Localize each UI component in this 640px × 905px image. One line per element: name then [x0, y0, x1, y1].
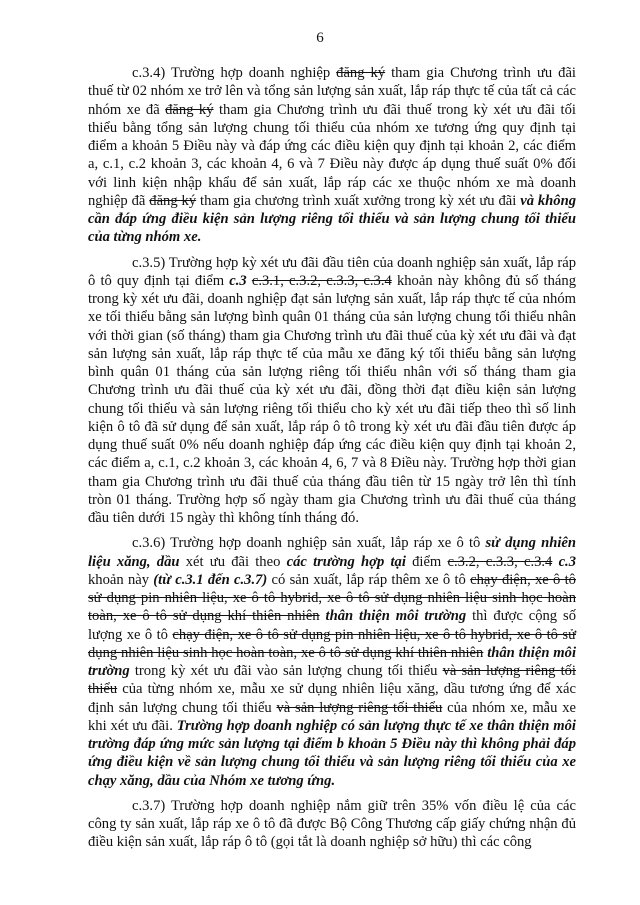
paragraph	[88, 534, 576, 790]
emphasis-run: sử dụng nhiên liệu xăng, dầu	[88, 535, 576, 570]
text-run: tham gia Chương trình ưu đãi thuế từ 02 nhóm xe trở lên và tổng sản lượng sản xuất, lắp ráp thực tế của tất cả các nhóm xe đã	[88, 65, 576, 118]
text-run: xét ưu đãi theo	[179, 553, 287, 570]
emphasis-run: thân thiện môi trường	[325, 608, 467, 625]
text-run: trong kỳ xét ưu đãi vào sản lượng chung tối thiểu	[129, 663, 443, 679]
struck-text-run: c.3.1, c.3.2, c.3.3, c.3.4	[251, 272, 392, 289]
text-run: điểm	[405, 553, 448, 570]
emphasis-run: Trường hợp doanh nghiệp có sản lượng thực tế xe thân thiện môi trường đáp ứng mức sản lượng tại điểm b khoản 5 Điều này thì không phải đáp ứng điều kiện về sản lượng chung tối thiểu và sản lượng riêng tối thiểu của xe chạy xăng, dầu của Nhóm xe tương ứng.	[88, 717, 576, 789]
emphasis-run: c.3	[229, 272, 247, 289]
struck-text-run: chạy điện, xe ô tô sử dụng pin nhiên liệu, xe ô tô hybrid, xe ô tô sử dụng nhiên liệu sinh học hoàn toàn, xe ô tô sử dụng khí thiên nhiên	[88, 571, 576, 625]
paragraph	[88, 254, 576, 528]
emphasis-run: (từ c.3.1 đến c.3.7)	[153, 571, 268, 588]
text-run: khoản này không đủ số tháng trong kỳ xét ưu đãi, doanh nghiệp đạt sản lượng sản xuất, lắp ráp thực tế của nhóm xe tối thiểu bằng sản lượng bình quân 01 tháng của sản lượng chung tối thiểu nhân với thời gian (số tháng) tham gia Chương trình ưu đãi thuế của kỳ xét ưu đãi và đạt sản lượng sản xuất, lắp ráp thực tế của mẫu xe đăng ký tối thiểu bằng sản lượng bình quân 01 tháng của sản lượng riêng tối thiểu nhân với số tháng tham gia Chương trình ưu đãi thuế của kỳ xét ưu đãi, đồng thời đạt điều kiện sản lượng chung tối thiểu và sản lượng riêng tối thiểu cho kỳ xét ưu đãi tiếp theo thì số linh kiện ô tô đã sử dụng để sản xuất, lắp ráp ô tô trong kỳ xét ưu đãi đầu tiên được áp dụng thuế suất 0% nếu doanh nghiệp đáp ứng các điều kiện quy định tại khoản 2, các điểm a, c.1, c.2 khoản 3, các khoản 4, 6, 7 và 8 Điều này. Trường hợp thời gian tham gia Chương trình ưu đãi thuế của tháng đầu tiên từ 15 ngày trở lên thì tính tròn 01 tháng. Trường hợp số ngày tham gia Chương trình ưu đãi thuế của tháng đầu tiên dưới 15 ngày thì không tính tháng đó.	[88, 272, 576, 526]
text-run: tham gia chương trình xuất xưởng trong kỳ xét ưu đãi	[196, 192, 521, 209]
struck-text-run: đăng ký	[336, 65, 386, 81]
struck-text-run: và sản lượng riêng tối thiểu	[276, 699, 443, 716]
document-body	[88, 64, 576, 859]
text-run: c.3.7) Trường hợp doanh nghiệp nắm giữ trên 35% vốn điều lệ của các công ty sản xuất, lắp ráp xe ô tô đã được Bộ Công Thương cấp giấy chứng nhận đủ điều kiện sản xuất, lắp ráp ô tô (gọi tắt là doanh nghiệp sở hữu) thì các công	[88, 797, 576, 851]
paragraph	[88, 797, 576, 852]
emphasis-run: c.3	[558, 553, 576, 570]
emphasis-run: và không cần đáp ứng điều kiện sản lượng riêng tối thiểu và sản lượng chung tối thiểu của từng nhóm xe.	[88, 192, 577, 246]
paragraph	[88, 64, 576, 247]
emphasis-run: thân thiện môi trường	[88, 644, 577, 679]
page-number: 6	[316, 30, 324, 46]
text-run: thì được cộng số lượng xe ô tô	[88, 608, 576, 643]
text-run: c.3.6) Trường hợp doanh nghiệp sản xuất, lắp ráp xe ô tô	[132, 535, 486, 552]
text-run: có sản xuất, lắp ráp thêm xe ô tô	[267, 571, 471, 588]
emphasis-run: các trường hợp tại	[286, 553, 406, 570]
text-run: của nhóm xe, mẫu xe khi xét ưu đãi.	[88, 699, 576, 734]
text-run: khoản này	[88, 571, 154, 588]
struck-text-run: đăng ký	[149, 192, 197, 209]
text-run: c.3.5) Trường hợp kỳ xét ưu đãi đầu tiên của doanh nghiệp sản xuất, lắp ráp ô tô quy định tại điểm	[88, 254, 576, 289]
struck-text-run: c.3.2, c.3.3, c.3.4	[447, 553, 553, 570]
struck-text-run: và sản lượng riêng tối thiểu	[88, 663, 576, 698]
struck-text-run: đăng ký	[165, 101, 214, 118]
text-run: của từng nhóm xe, mẫu xe sử dụng nhiên liệu xăng, dầu tương ứng để xác định sản lượng chung tối thiểu	[88, 681, 576, 716]
text-run: c.3.4) Trường hợp doanh nghiệp	[132, 65, 337, 81]
struck-text-run: chạy điện, xe ô tô sử dụng pin nhiên liệu, xe ô tô hybrid, xe ô tô sử dụng nhiên liệu sinh học hoàn toàn, xe ô tô sử dụng khí thiên nhiên	[88, 626, 576, 661]
text-run: tham gia Chương trình ưu đãi thuế trong kỳ xét ưu đãi tối thiểu bằng tổng sản lượng chung tối thiểu của nhóm xe tương ứng quy định tại điểm a khoản 5 Điều này và đáp ứng các điều kiện quy định tại khoản 2, các điểm a, c.1, c.2 khoản 3, các khoản 4, 6 và 7 Điều này được áp dụng thuế suất 0% đối với linh kiện nhập khẩu để sản xuất, lắp ráp các xe thuộc nhóm xe mà doanh nghiệp đã	[88, 101, 576, 209]
